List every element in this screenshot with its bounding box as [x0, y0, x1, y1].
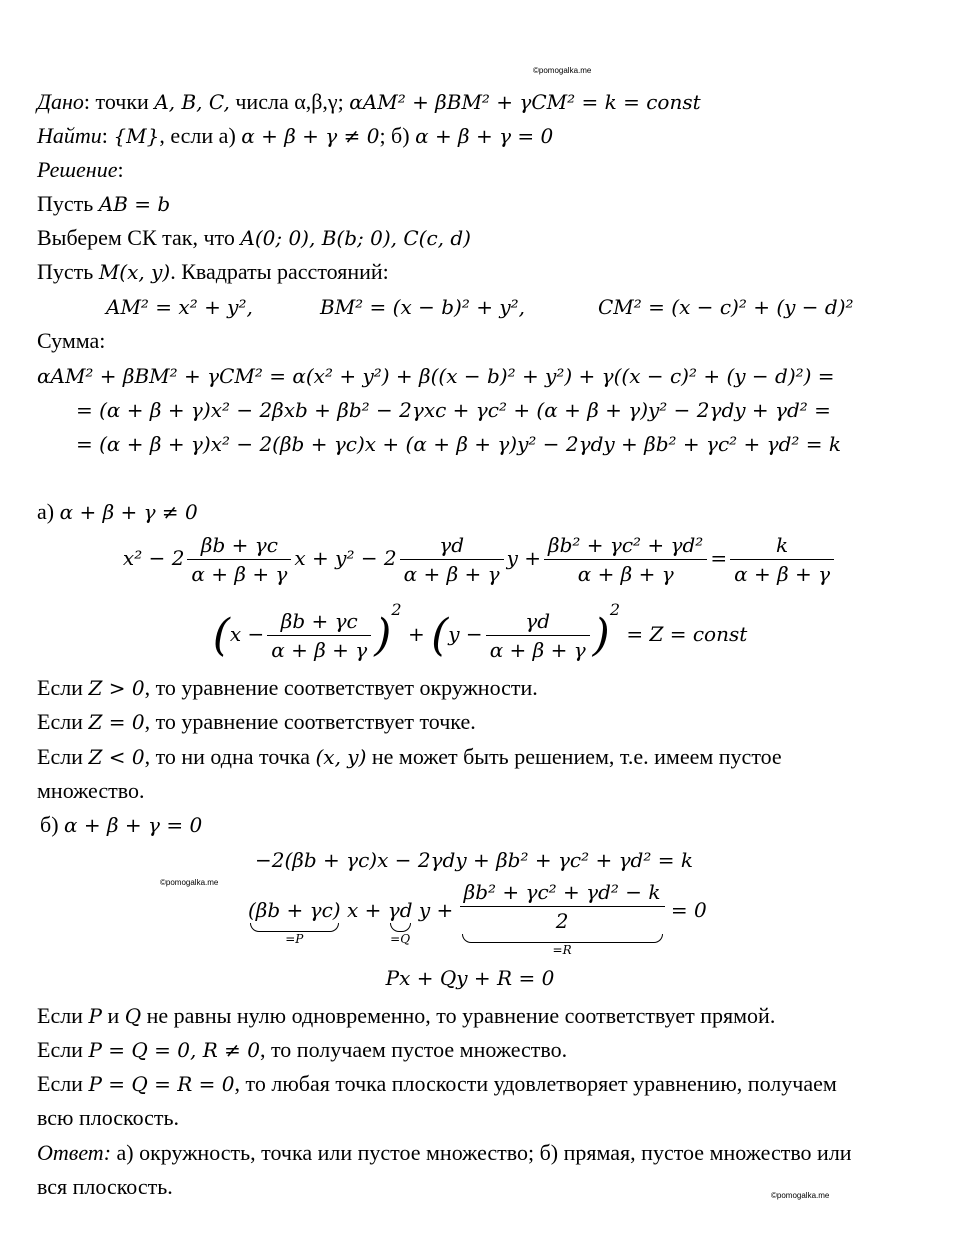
- watermark-bottom: ©pomogalka.me: [771, 1191, 830, 1200]
- eq2-square-1: 2: [391, 600, 402, 619]
- if-plane-expr: P = Q = R = 0: [88, 1072, 235, 1096]
- if-plane-text-2: , то любая точка плоскости удовлетворяет уравнению, получаем: [234, 1071, 837, 1096]
- q-body: γd: [387, 898, 413, 922]
- case-a-if-negative: [37, 742, 782, 772]
- underbrace-r: [460, 880, 665, 957]
- case-a-heading: [37, 497, 198, 527]
- if-line-p: P: [88, 1004, 102, 1028]
- case-a-equation-2: [0, 600, 960, 662]
- if-neg-text-3: не может быть решением, т.е. имеем пустое: [366, 744, 782, 769]
- eq1-fraction-2-den: α + β + γ: [403, 562, 500, 586]
- case-a-if-negative-cont: множество.: [37, 778, 145, 803]
- eq1-fraction-1: [187, 533, 291, 586]
- case-b-heading: [40, 810, 202, 840]
- eq1-fraction-4-num: k: [730, 533, 834, 560]
- eq2-fraction-1-den: α + β + γ: [271, 638, 368, 662]
- given-numbers: числа α,β,γ;: [229, 89, 350, 114]
- sum-line-3: = (α + β + γ)x² − 2(βb + γc)x + (α + β + γ)y² − 2γdy + βb² + γc² + γd² = k: [76, 432, 842, 456]
- r-denominator: 2: [555, 909, 569, 933]
- eq1-fraction-1-num: βb + γc: [187, 533, 291, 560]
- find-cond-a: α + β + γ ≠ 0: [241, 124, 380, 148]
- eq1-fraction-1-den: α + β + γ: [191, 562, 288, 586]
- distance-cm: CM² = (x − c)² + (y − d)²: [598, 295, 854, 319]
- solution-colon: :: [117, 157, 124, 182]
- case-a-if-zero: [37, 707, 476, 737]
- eq2-square-2: 2: [609, 600, 621, 619]
- let-m-text1: Пусть: [37, 259, 99, 284]
- eq2-fraction-2-num: γd: [486, 609, 590, 636]
- find-line: [37, 121, 553, 151]
- case-b-if-plane-cont: всю плоскость.: [37, 1105, 180, 1130]
- if-line-q: Q: [124, 1004, 142, 1028]
- eq2-rhs: = Z = const: [626, 622, 748, 646]
- answer-text-1: а) окружность, точка или пустое множество; б) прямая, пустое множество или: [111, 1140, 852, 1165]
- case-b-if-plane: [37, 1069, 837, 1099]
- answer-line-2: вся плоскость.: [37, 1174, 173, 1199]
- case-a-equation-1: [0, 533, 960, 586]
- if-pos-text-2: , то уравнение соответствует окружности.: [144, 675, 538, 700]
- given-label: Дано: [37, 89, 84, 114]
- case-a-cond: α + β + γ ≠ 0: [59, 500, 198, 524]
- answer-label: Ответ:: [37, 1140, 112, 1165]
- watermark-top: ©pomogalka.me: [533, 66, 592, 75]
- eq1-term-1: x² − 2: [122, 546, 185, 570]
- eq2-right-paren-1: ): [374, 610, 392, 661]
- if-line-text-2: не равны нулю одновременно, то уравнение соответствует прямой.: [141, 1003, 776, 1028]
- eq2-fraction-2: [486, 609, 590, 662]
- underbrace-p: [248, 898, 341, 946]
- eq1-fraction-3-den: α + β + γ: [577, 562, 674, 586]
- solution-label: Решение: [37, 157, 118, 182]
- eq1-fraction-3: [544, 533, 707, 586]
- brace-r: [462, 934, 663, 943]
- find-cond-b-prefix: ; б): [379, 123, 416, 148]
- let-m-expr: M(x, y): [98, 260, 171, 284]
- answer-line: [37, 1138, 852, 1168]
- let-ab-text: Пусть: [37, 191, 99, 216]
- find-cond-b: α + β + γ = 0: [415, 124, 554, 148]
- case-b-equation-2: [248, 880, 707, 957]
- eq2-right-paren-2: ): [592, 610, 610, 661]
- eq2-term-2: y −: [448, 622, 483, 646]
- eq2-left-paren-1: (: [212, 610, 230, 661]
- if-pos-text-1: Если: [37, 675, 89, 700]
- case-a-if-positive: [37, 673, 538, 703]
- distance-am: AM² = x² + y²,: [106, 295, 253, 319]
- eq2-plus: +: [407, 622, 425, 646]
- if-neg-expr-2: (x, y): [315, 745, 367, 769]
- eq2-term-1: x −: [229, 622, 265, 646]
- eq1-fraction-2: [400, 533, 504, 586]
- if-neg-text-2: , то ни одна точка: [144, 744, 316, 769]
- if-neg-text-1: Если: [37, 744, 89, 769]
- if-empty-expr: P = Q = 0, R ≠ 0: [88, 1038, 260, 1062]
- sum-label: Сумма:: [37, 328, 106, 353]
- distance-bm: BM² = (x − b)² + y²,: [320, 295, 525, 319]
- let-ab-expr: AB = b: [98, 192, 171, 216]
- underbrace-q: [388, 898, 413, 946]
- if-line-text-1: Если: [37, 1003, 89, 1028]
- if-empty-text-1: Если: [37, 1037, 89, 1062]
- coords-line: [37, 223, 471, 253]
- let-ab-line: [37, 189, 170, 219]
- given-line: [37, 87, 701, 117]
- r-label: =R: [552, 943, 572, 957]
- eq1-term-3: y +: [506, 546, 542, 570]
- eq2-fraction-1-num: βb + γc: [267, 609, 371, 636]
- eq2-fraction-2-den: α + β + γ: [489, 638, 586, 662]
- if-zero-text-1: Если: [37, 709, 89, 734]
- case-b-cond: α + β + γ = 0: [64, 813, 203, 837]
- find-label: Найти: [37, 123, 102, 148]
- eq2b-term-1: x +: [346, 898, 382, 922]
- case-b-if-line: [37, 1001, 775, 1031]
- if-pos-expr: Z > 0: [88, 676, 145, 700]
- if-zero-text-2: , то уравнение соответствует точке.: [144, 709, 476, 734]
- given-condition: αAM² + βBM² + γCM² = k = const: [349, 90, 701, 114]
- find-text: :: [101, 123, 114, 148]
- if-plane-text-1: Если: [37, 1071, 89, 1096]
- eq1-fraction-4: [730, 533, 834, 586]
- solution-line: [37, 155, 124, 185]
- eq1-term-4: =: [710, 546, 728, 570]
- p-body: (βb + γc): [248, 898, 341, 922]
- eq1-fraction-2-num: γd: [400, 533, 504, 560]
- if-neg-expr: Z < 0: [88, 745, 145, 769]
- find-set: {M}: [113, 124, 160, 148]
- let-m-text2: . Квадраты расстояний:: [170, 259, 389, 284]
- eq2-left-paren-2: (: [431, 610, 449, 661]
- eq2-fraction-1: [267, 609, 371, 662]
- case-b-equation-1: −2(βb + γc)x − 2γdy + βb² + γc² + γd² = k: [255, 848, 693, 872]
- r-numerator: βb² + γc² + γd² − k: [460, 880, 665, 907]
- coords-expr: A(0; 0), B(b; 0), C(c, d): [240, 226, 471, 250]
- given-points: A, B, C,: [154, 90, 230, 114]
- case-a-label: а): [37, 499, 60, 524]
- if-line-and: и: [101, 1003, 125, 1028]
- brace-p: [250, 923, 339, 932]
- q-label: =Q: [390, 932, 411, 946]
- let-m-line: [37, 257, 389, 287]
- eq2b-term-3: = 0: [670, 898, 707, 922]
- given-text: : точки: [83, 89, 155, 114]
- case-b-label: б): [40, 812, 65, 837]
- case-b-if-empty: [37, 1035, 567, 1065]
- eq2b-term-2: y +: [418, 898, 454, 922]
- eq1-fraction-3-num: βb² + γc² + γd²: [544, 533, 707, 560]
- if-empty-text-2: , то получаем пустое множество.: [259, 1037, 568, 1062]
- if-zero-expr: Z = 0: [88, 710, 145, 734]
- p-label: =P: [285, 932, 304, 946]
- sum-line-1: αAM² + βBM² + γCM² = α(x² + y²) + β((x − b)² + y²) + γ((x − c)² + (y − d)²) =: [37, 364, 835, 388]
- brace-q: [390, 923, 411, 932]
- eq1-fraction-4-den: α + β + γ: [734, 562, 831, 586]
- sum-line-2: = (α + β + γ)x² − 2βxb + βb² − 2γxc + γc² + (α + β + γ)y² − 2γdy + γd² =: [76, 398, 831, 422]
- find-cond-a-prefix: , если а): [159, 123, 242, 148]
- watermark-middle: ©pomogalka.me: [160, 878, 219, 887]
- case-b-equation-3: Px + Qy + R = 0: [385, 966, 555, 990]
- coords-text: Выберем СК так, что: [37, 225, 241, 250]
- eq1-term-2: x + y² − 2: [294, 546, 397, 570]
